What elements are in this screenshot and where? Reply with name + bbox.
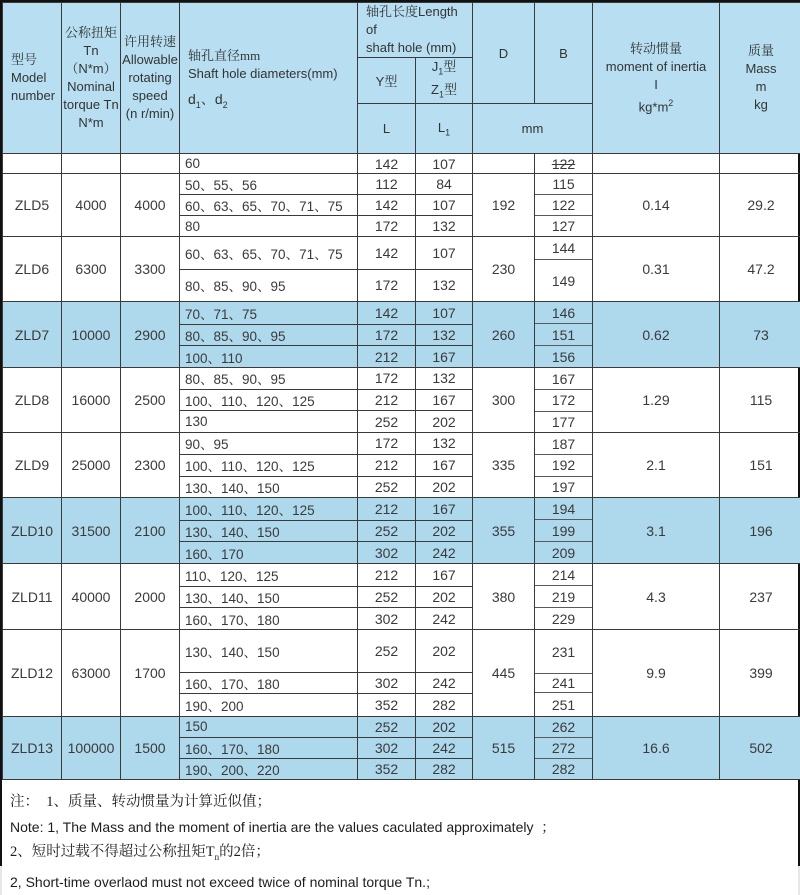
shaft-diameters-cell: 130: [180, 410, 358, 432]
header-torque-l5: N*m: [62, 114, 120, 132]
model-name-cell: ZLD6: [3, 237, 62, 302]
table-row: [3, 433, 800, 454]
length-L1-cell: 132: [416, 368, 473, 389]
header-mm: mm: [473, 104, 593, 154]
B-value: 241: [535, 673, 592, 692]
length-L1-cell: 167: [416, 345, 473, 367]
mass-cell: 115: [720, 368, 800, 433]
length-L-cell: 212: [358, 564, 416, 586]
length-L-cell: 302: [358, 541, 416, 563]
header-mass-cn: 质量: [720, 42, 800, 60]
mass-cell: 151: [720, 433, 800, 498]
note-1-cn: 注： 1、质量、转动惯量为计算近似值；: [10, 790, 790, 815]
B-cell: [535, 717, 593, 780]
header-speed-l2: Allowable: [121, 51, 179, 69]
D-cell: 192: [473, 174, 535, 237]
B-value: 251: [535, 692, 592, 716]
inertia-unit-base: kg*m: [639, 99, 669, 114]
mass-cell: 73: [720, 302, 800, 368]
footnotes: [2, 780, 798, 895]
empty-speed-cell: [121, 154, 180, 174]
B-cell: [535, 433, 593, 498]
length-L1-cell: 202: [416, 630, 473, 672]
B-value: 187: [535, 433, 592, 454]
shaft-diameters-cell: 50、55、56: [180, 174, 358, 195]
header-length-l2: shaft hole (mm): [366, 39, 472, 57]
speed-cell: 2000: [121, 564, 180, 630]
header-L1: [416, 104, 473, 154]
note-1-en: Note: 1, The Mass and the moment of inertia are the values caculated approximately ；: [10, 815, 790, 840]
shaft-diameters-cell: 160、170: [180, 541, 358, 563]
D-cell: 300: [473, 368, 535, 433]
inertia-cell: 16.6: [593, 717, 720, 780]
length-L-cell: 172: [358, 433, 416, 454]
D-cell: 230: [473, 237, 535, 302]
B-value: 229: [535, 607, 592, 629]
inertia-unit-sup: 2: [668, 98, 673, 108]
length-L1-cell: 282: [416, 693, 473, 716]
B-value: 231: [535, 630, 592, 673]
length-L1-cell: 202: [416, 410, 473, 432]
torque-cell: 100000: [62, 717, 121, 780]
header-torque: [62, 3, 121, 154]
header-row-1: [3, 3, 800, 58]
table-row: [3, 302, 800, 324]
header-mass-en: Mass: [720, 60, 800, 78]
length-L-cell: 212: [358, 454, 416, 476]
header-speed: [121, 3, 180, 154]
header-jz-type: [416, 58, 473, 104]
mass-cell: 47.2: [720, 237, 800, 302]
length-L-cell: 142: [358, 195, 416, 216]
B-cell: [535, 368, 593, 433]
length-L-cell: 302: [358, 737, 416, 758]
shaft-diameters-cell: 80: [180, 216, 358, 237]
mass-cell: 196: [720, 498, 800, 564]
header-inertia-symbol: I: [593, 76, 719, 94]
length-L1-cell: 167: [416, 564, 473, 586]
length-L-cell: 212: [358, 345, 416, 367]
mass-cell: 502: [720, 717, 800, 780]
length-L1-cell: 167: [416, 454, 473, 476]
header-torque-cn: 公称扭矩: [62, 24, 120, 42]
shaft-diameters-cell: 150: [180, 717, 358, 737]
shaft-diameters-cell: 160、170、180: [180, 672, 358, 693]
shaft-diameters-cell: 60: [180, 154, 358, 174]
header-shaft-en: Shaft hole diameters(mm): [188, 65, 357, 83]
note-2-cn-after: 的2倍；: [219, 844, 270, 860]
length-L1-cell: 202: [416, 717, 473, 737]
speed-cell: 2100: [121, 498, 180, 564]
B-value: 127: [535, 215, 592, 236]
torque-cell: 10000: [62, 302, 121, 368]
header-speed-l4: speed: [121, 87, 179, 105]
header-mass-unit: kg: [720, 96, 800, 114]
model-name-cell: ZLD11: [3, 564, 62, 630]
z-type-label: [416, 81, 472, 104]
note-2-cn-subscript: n: [215, 852, 220, 862]
length-L-cell: 302: [358, 607, 416, 629]
torque-cell: 25000: [62, 433, 121, 498]
shaft-diameters-cell: 160、170、180: [180, 607, 358, 629]
D-cell: 445: [473, 630, 535, 717]
model-name-cell: ZLD5: [3, 174, 62, 237]
length-L1-cell: 202: [416, 476, 473, 497]
torque-cell: 4000: [62, 174, 121, 237]
B-value: 197: [535, 476, 592, 498]
B-value: 146: [535, 302, 592, 323]
B-value: 199: [535, 519, 592, 541]
B-value: 194: [535, 498, 592, 519]
note-2-cn-before: 2、短时过载不得超过公称扭矩T: [10, 844, 215, 860]
model-name-cell: ZLD7: [3, 302, 62, 368]
B-value: 122: [535, 194, 592, 215]
header-mass: [720, 3, 800, 154]
empty-D-cell: [473, 154, 535, 174]
length-L1-cell: 282: [416, 758, 473, 779]
length-L1-cell: 107: [416, 154, 473, 174]
table-row: [3, 368, 800, 389]
length-L-cell: 352: [358, 758, 416, 779]
shaft-diameters-cell: 80、85、90、95: [180, 324, 358, 345]
D-cell: 515: [473, 717, 535, 780]
shaft-diameters-cell: 130、140、150: [180, 520, 358, 541]
model-name-cell: ZLD12: [3, 630, 62, 717]
shaft-diameters-cell: 190、200、220: [180, 758, 358, 779]
B-value: 151: [535, 323, 592, 345]
j-base: J: [432, 59, 439, 74]
length-L1-cell: 202: [416, 520, 473, 541]
header-B: B: [535, 3, 593, 104]
length-L-cell: 112: [358, 174, 416, 195]
model-name-cell: ZLD8: [3, 368, 62, 433]
mass-cell: 29.2: [720, 174, 800, 237]
B-cell: [535, 174, 593, 237]
z-sub: 1: [439, 89, 444, 99]
shaft-diameters-cell: 100、110、120、125: [180, 389, 358, 410]
B-cell: [535, 498, 593, 564]
d2-symbol: d: [215, 91, 223, 107]
header-shaft-cn: 轴孔直径mm: [188, 47, 357, 65]
header-inertia: [593, 3, 720, 154]
length-L-cell: 212: [358, 498, 416, 520]
speed-cell: 1500: [121, 717, 180, 780]
empty-inertia-cell: [593, 154, 720, 174]
B-value: 262: [535, 717, 592, 737]
z-base: Z: [431, 82, 439, 97]
table-row: [3, 237, 800, 270]
length-L1-cell: 167: [416, 498, 473, 520]
B-cell: [535, 630, 593, 717]
inertia-cell: 2.1: [593, 433, 720, 498]
header-inertia-en: moment of inertia: [593, 58, 719, 76]
y-type-label: Y型: [376, 74, 398, 89]
length-L-cell: 252: [358, 476, 416, 497]
B-value: 219: [535, 585, 592, 607]
length-L-cell: 252: [358, 586, 416, 607]
z-suffix: 型: [444, 82, 457, 97]
D-cell: 260: [473, 302, 535, 368]
shaft-diameters-cell: 130、140、150: [180, 476, 358, 497]
header-inertia-unit: [593, 94, 719, 116]
length-L1-cell: 242: [416, 607, 473, 629]
length-L-cell: 142: [358, 154, 416, 174]
shaft-diameters-cell: 60、63、65、70、71、75: [180, 195, 358, 216]
empty-model-cell: [3, 154, 62, 174]
length-L-cell: 352: [358, 693, 416, 716]
inertia-cell: 9.9: [593, 630, 720, 717]
length-L-cell: 172: [358, 269, 416, 302]
B-value: 144: [535, 237, 592, 259]
header-torque-l2: Tn（N*m）: [62, 42, 120, 78]
header-D: D: [473, 3, 535, 104]
model-name-cell: ZLD13: [3, 717, 62, 780]
B-value: 192: [535, 454, 592, 476]
length-L1-cell: 107: [416, 302, 473, 324]
header-y-type: [358, 58, 416, 104]
L1-base: L: [438, 120, 445, 135]
length-L1-cell: 84: [416, 174, 473, 195]
header-torque-l3: Nominal: [62, 78, 120, 96]
shaft-diameters-cell: 100、110、120、125: [180, 498, 358, 520]
header-length-l1: 轴孔长度Length of: [366, 3, 472, 39]
B-cell: [535, 237, 593, 302]
length-L-cell: 172: [358, 324, 416, 345]
length-L1-cell: 107: [416, 195, 473, 216]
header-model-cn: 型号: [11, 51, 61, 69]
shaft-diameters-cell: 130、140、150: [180, 586, 358, 607]
shaft-diameters-cell: 90、95: [180, 433, 358, 454]
length-L-cell: 252: [358, 520, 416, 541]
header-shaft-hole-length: [358, 3, 473, 58]
empty-mass-cell: [720, 154, 800, 174]
d-separator: 、: [201, 93, 215, 108]
B-value-struck: 122: [535, 154, 593, 174]
B-value: 282: [535, 758, 592, 779]
header-shaft-symbols: [188, 89, 357, 110]
mass-cell: 399: [720, 630, 800, 717]
header-model: [3, 3, 62, 154]
torque-cell: 63000: [62, 630, 121, 717]
d1-symbol: d: [188, 91, 196, 107]
torque-cell: 40000: [62, 564, 121, 630]
header-mass-symbol: m: [720, 78, 800, 96]
coupling-spec-table: [2, 2, 800, 780]
inertia-cell: 0.14: [593, 174, 720, 237]
speed-cell: 2900: [121, 302, 180, 368]
header-model-en1: Model: [11, 69, 61, 87]
B-value: 167: [535, 368, 592, 389]
j-sub: 1: [438, 67, 443, 77]
speed-cell: 2300: [121, 433, 180, 498]
note-2-en: 2, Short-time overlaod must not exceed twice of nominal torque Tn.;: [10, 870, 790, 895]
table-row: [3, 630, 800, 672]
header-torque-l4: torque Tn: [62, 96, 120, 114]
mass-cell: 237: [720, 564, 800, 630]
shaft-diameters-cell: 100、110、120、125: [180, 454, 358, 476]
shaft-diameters-cell: 160、170、180: [180, 737, 358, 758]
model-name-cell: ZLD9: [3, 433, 62, 498]
length-L1-cell: 242: [416, 672, 473, 693]
header-model-en2: number: [11, 87, 61, 105]
table-row: [3, 717, 800, 737]
length-L1-cell: 202: [416, 586, 473, 607]
header-inertia-cn: 转动惯量: [593, 40, 719, 58]
length-L-cell: 142: [358, 237, 416, 270]
length-L1-cell: 132: [416, 324, 473, 345]
speed-cell: 2500: [121, 368, 180, 433]
d1-subscript: 1: [196, 99, 201, 109]
length-L1-cell: 242: [416, 541, 473, 563]
shaft-diameters-cell: 130、140、150: [180, 630, 358, 672]
length-L-cell: 252: [358, 410, 416, 432]
j-suffix: 型: [443, 59, 456, 74]
B-value: 214: [535, 564, 592, 585]
shaft-diameters-cell: 190、200: [180, 693, 358, 716]
D-cell: 355: [473, 498, 535, 564]
length-L-cell: 252: [358, 717, 416, 737]
speed-cell: 4000: [121, 174, 180, 237]
B-value: 172: [535, 389, 592, 411]
inertia-cell: 4.3: [593, 564, 720, 630]
length-L-cell: 302: [358, 672, 416, 693]
shaft-diameters-cell: 80、85、90、95: [180, 269, 358, 302]
torque-cell: 16000: [62, 368, 121, 433]
d2-subscript: 2: [223, 99, 228, 109]
torque-cell: 6300: [62, 237, 121, 302]
shaft-diameters-cell: 110、120、125: [180, 564, 358, 586]
length-L-cell: 172: [358, 216, 416, 237]
D-cell: 380: [473, 564, 535, 630]
inertia-cell: 1.29: [593, 368, 720, 433]
shaft-diameters-cell: 100、110: [180, 345, 358, 367]
D-cell: 335: [473, 433, 535, 498]
B-value: 177: [535, 411, 592, 433]
empty-torque-cell: [62, 154, 121, 174]
speed-cell: 3300: [121, 237, 180, 302]
L1-sub: 1: [445, 127, 450, 137]
torque-cell: 31500: [62, 498, 121, 564]
header-speed-cn: 许用转速: [121, 33, 179, 51]
B-value: 209: [535, 541, 592, 563]
inertia-cell: 0.31: [593, 237, 720, 302]
length-L-cell: 252: [358, 630, 416, 672]
orphan-row: [3, 154, 800, 174]
model-name-cell: ZLD10: [3, 498, 62, 564]
inertia-cell: 3.1: [593, 498, 720, 564]
length-L1-cell: 132: [416, 433, 473, 454]
table-row: [3, 174, 800, 195]
table-row: [3, 564, 800, 586]
j-type-label: [416, 58, 472, 81]
length-L1-cell: 132: [416, 269, 473, 302]
header-L: L: [358, 104, 416, 154]
shaft-diameters-cell: 60、63、65、70、71、75: [180, 237, 358, 270]
inertia-cell: 0.62: [593, 302, 720, 368]
length-L1-cell: 132: [416, 216, 473, 237]
B-value: 149: [535, 259, 592, 301]
header-shaft-diameters: [180, 3, 358, 154]
table-row: [3, 498, 800, 520]
B-cell: [535, 564, 593, 630]
length-L-cell: 172: [358, 368, 416, 389]
shaft-diameters-cell: 70、71、75: [180, 302, 358, 324]
length-L-cell: 212: [358, 389, 416, 410]
length-L1-cell: 107: [416, 237, 473, 270]
length-L-cell: 142: [358, 302, 416, 324]
length-L1-cell: 167: [416, 389, 473, 410]
speed-cell: 1700: [121, 630, 180, 717]
length-L1-cell: 242: [416, 737, 473, 758]
B-value: 115: [535, 174, 592, 194]
header-speed-l3: rotating: [121, 69, 179, 87]
shaft-diameters-cell: 80、85、90、95: [180, 368, 358, 389]
header-speed-l5: (n r/min): [121, 105, 179, 123]
B-value: 156: [535, 345, 592, 367]
B-cell: [535, 302, 593, 368]
B-value: 272: [535, 737, 592, 758]
